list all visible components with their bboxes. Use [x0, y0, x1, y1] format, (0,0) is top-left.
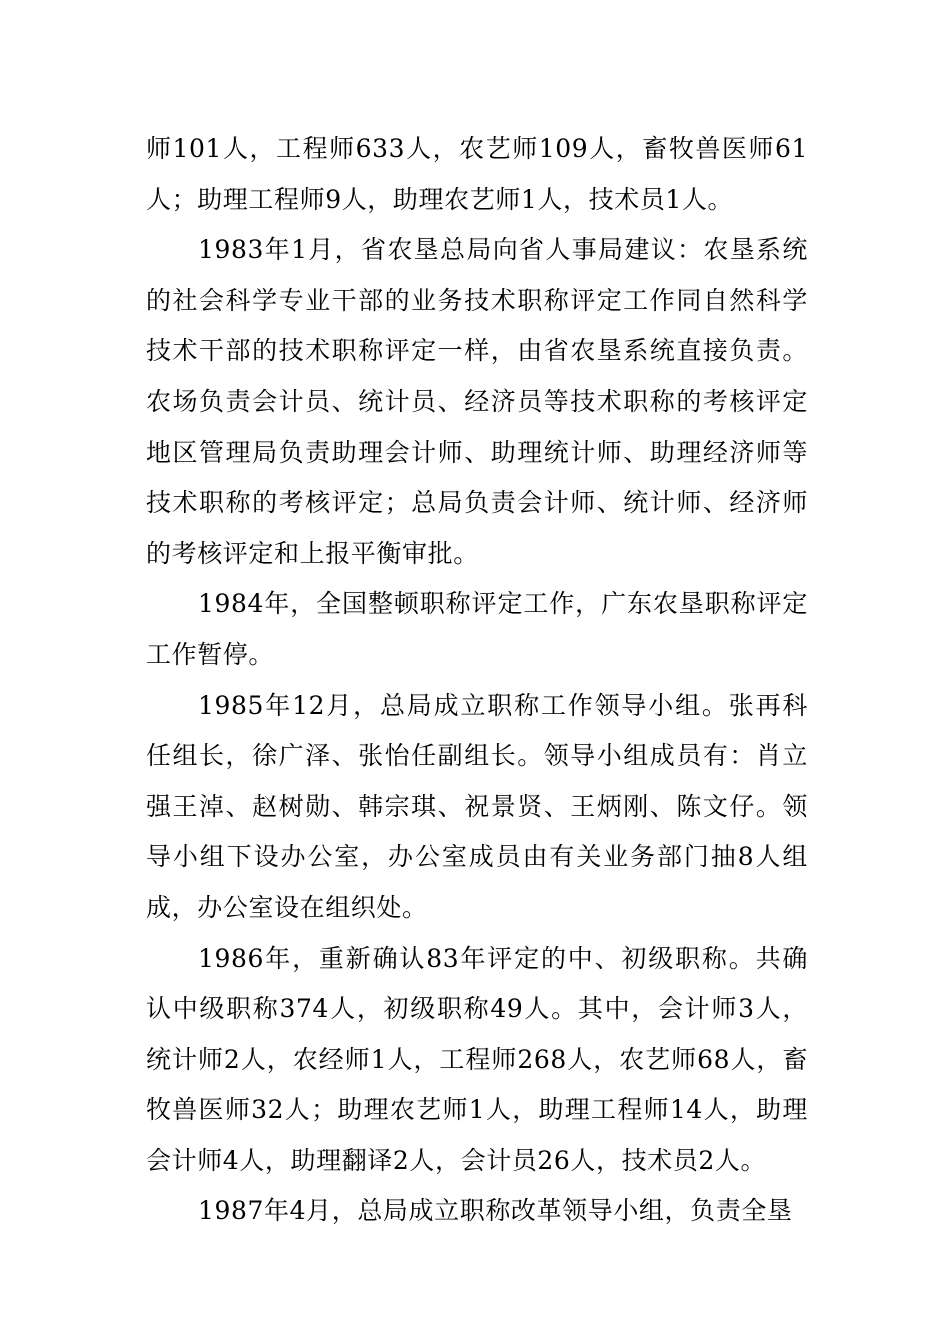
paragraph-2: 1983年1月，省农垦总局向省人事局建议：农垦系统的社会科学专业干部的业务技术职称评定工作同自然科学技术干部的技术职称评定一样，由省农垦系统直接负责。农场负责会计员、统计员、经济员等技术职称的考核评定地区管理局负责助理会计师、助理统计师、助理经济师等技术职称的考核评定；总局负责会计师、统计师、经济师的考核评定和上报平衡审批。: [146, 235, 808, 568]
document-body: [146, 124, 808, 1237]
paragraph-1: 师101人，工程师633人，农艺师109人，畜牧兽医师61人；助理工程师9人，助理农艺师1人，技术员1人。: [146, 134, 808, 214]
paragraph-4: 1985年12月，总局成立职称工作领导小组。张再科任组长，徐广泽、张怡任副组长。领导小组成员有：肖立强王淖、赵树勋、韩宗琪、祝景贤、王炳刚、陈文仔。领导小组下设办公室，办公室成员由有关业务部门抽8人组成，办公室设在组织处。: [146, 690, 808, 922]
paragraph-6: 1987年4月，总局成立职称改革领导小组，负责全垦: [198, 1196, 793, 1226]
paragraph-5: 1986年，重新确认83年评定的中、初级职称。共确认中级职称374人，初级职称49人。其中，会计师3人，统计师2人，农经师1人，工程师268人，农艺师68人，畜牧兽医师32人；助理农艺师1人，助理工程师14人，助理会计师4人，助理翻译2人，会计员26人，技术员2人。: [146, 943, 808, 1175]
paragraph-3: 1984年，全国整顿职称评定工作，广东农垦职称评定工作暂停。: [146, 589, 808, 669]
